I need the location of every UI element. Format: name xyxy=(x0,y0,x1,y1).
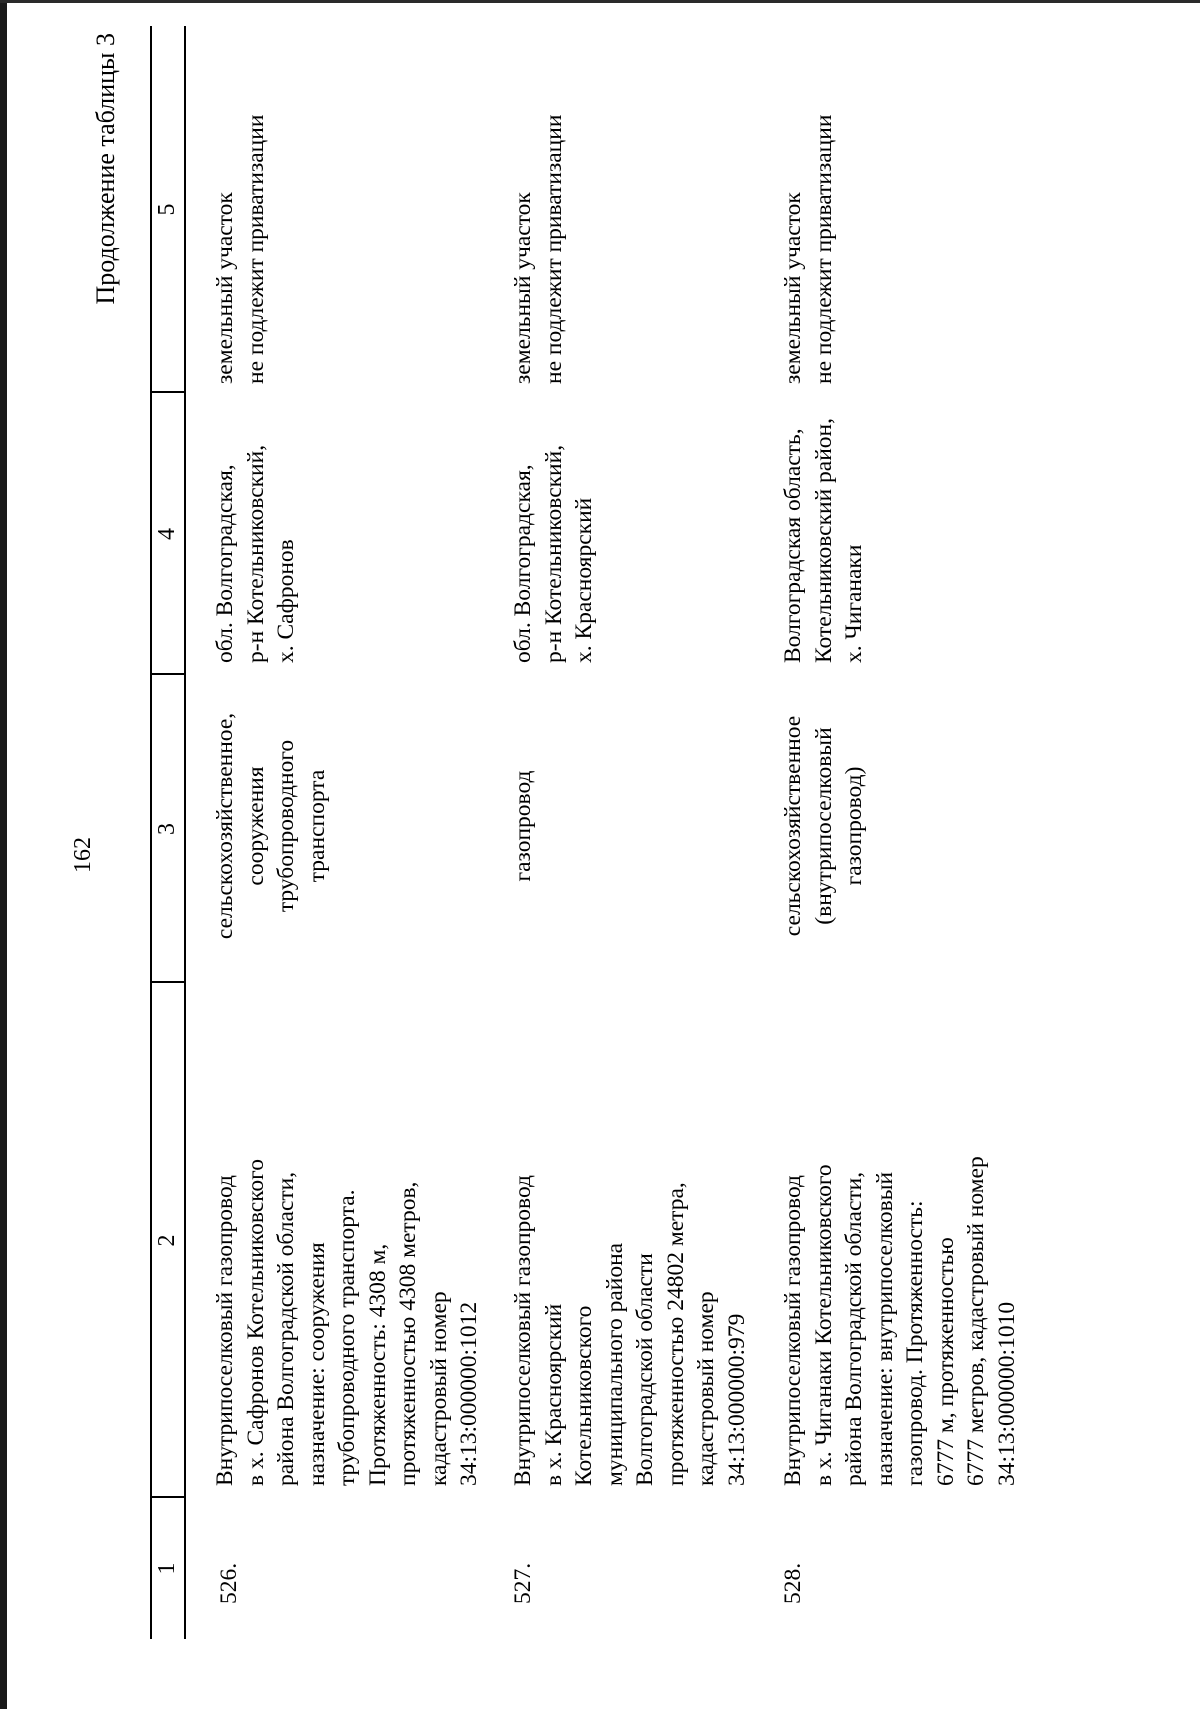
land-status: земельный участок не подлежит приватизации xyxy=(780,114,837,384)
land-status: земельный участок не подлежит приватизации xyxy=(510,114,567,384)
row-number: 527. xyxy=(510,1562,536,1604)
land-status: земельный участок не подлежит приватизации xyxy=(212,114,269,384)
column-number-2: 2 xyxy=(154,1234,180,1247)
object-address: Волгоградская область, Котельниковский район, х. Чиганаки xyxy=(780,417,867,663)
object-name: Внутрипоселковый газопровод в х. Красноярский Котельниковского муниципального района Волгоградской области протяженностью 24802 метра, кадастровый номер 34:13:000000:979 xyxy=(510,1175,750,1486)
object-address: обл. Волгоградская, р-н Котельниковский, х. Сафронов xyxy=(212,444,299,663)
table-header-rule xyxy=(184,26,186,1639)
object-name: Внутрипоселковый газопровод в х. Сафронов Котельниковского района Волгоградской области, назначение: сооружения трубопроводного транспорта. Протяженность: 4308 м, протяженностью 4308 метров, кадастровый номер 34:13:000000:1012 xyxy=(212,1159,482,1486)
object-address: обл. Волгоградская, р-н Котельниковский, х. Красноярский xyxy=(510,444,597,663)
object-purpose: газопровод xyxy=(510,770,536,882)
page-number: 162 xyxy=(70,837,96,873)
object-purpose: сельскохозяйственное (внутрипоселковый газопровод) xyxy=(780,715,867,937)
object-purpose: сельскохозяйственное, сооружения трубопроводного транспорта xyxy=(212,712,330,940)
column-number-4: 4 xyxy=(154,528,180,540)
row-number: 528. xyxy=(780,1562,806,1604)
row-number: 526. xyxy=(216,1562,242,1604)
column-number-5: 5 xyxy=(154,203,180,216)
column-number-1: 1 xyxy=(154,1562,180,1575)
column-number-3: 3 xyxy=(154,823,180,835)
table-continuation-label: Продолжение таблицы 3 xyxy=(91,33,120,305)
object-name: Внутрипоселковый газопровод в х. Чиганаки Котельниковского района Волгоградской области, назначение: внутрипоселковый газопровод. Протяженность: 6777 м, протяженностью 6777 метров, кадастровый номер 34:13:000000:1010 xyxy=(780,1156,1020,1486)
